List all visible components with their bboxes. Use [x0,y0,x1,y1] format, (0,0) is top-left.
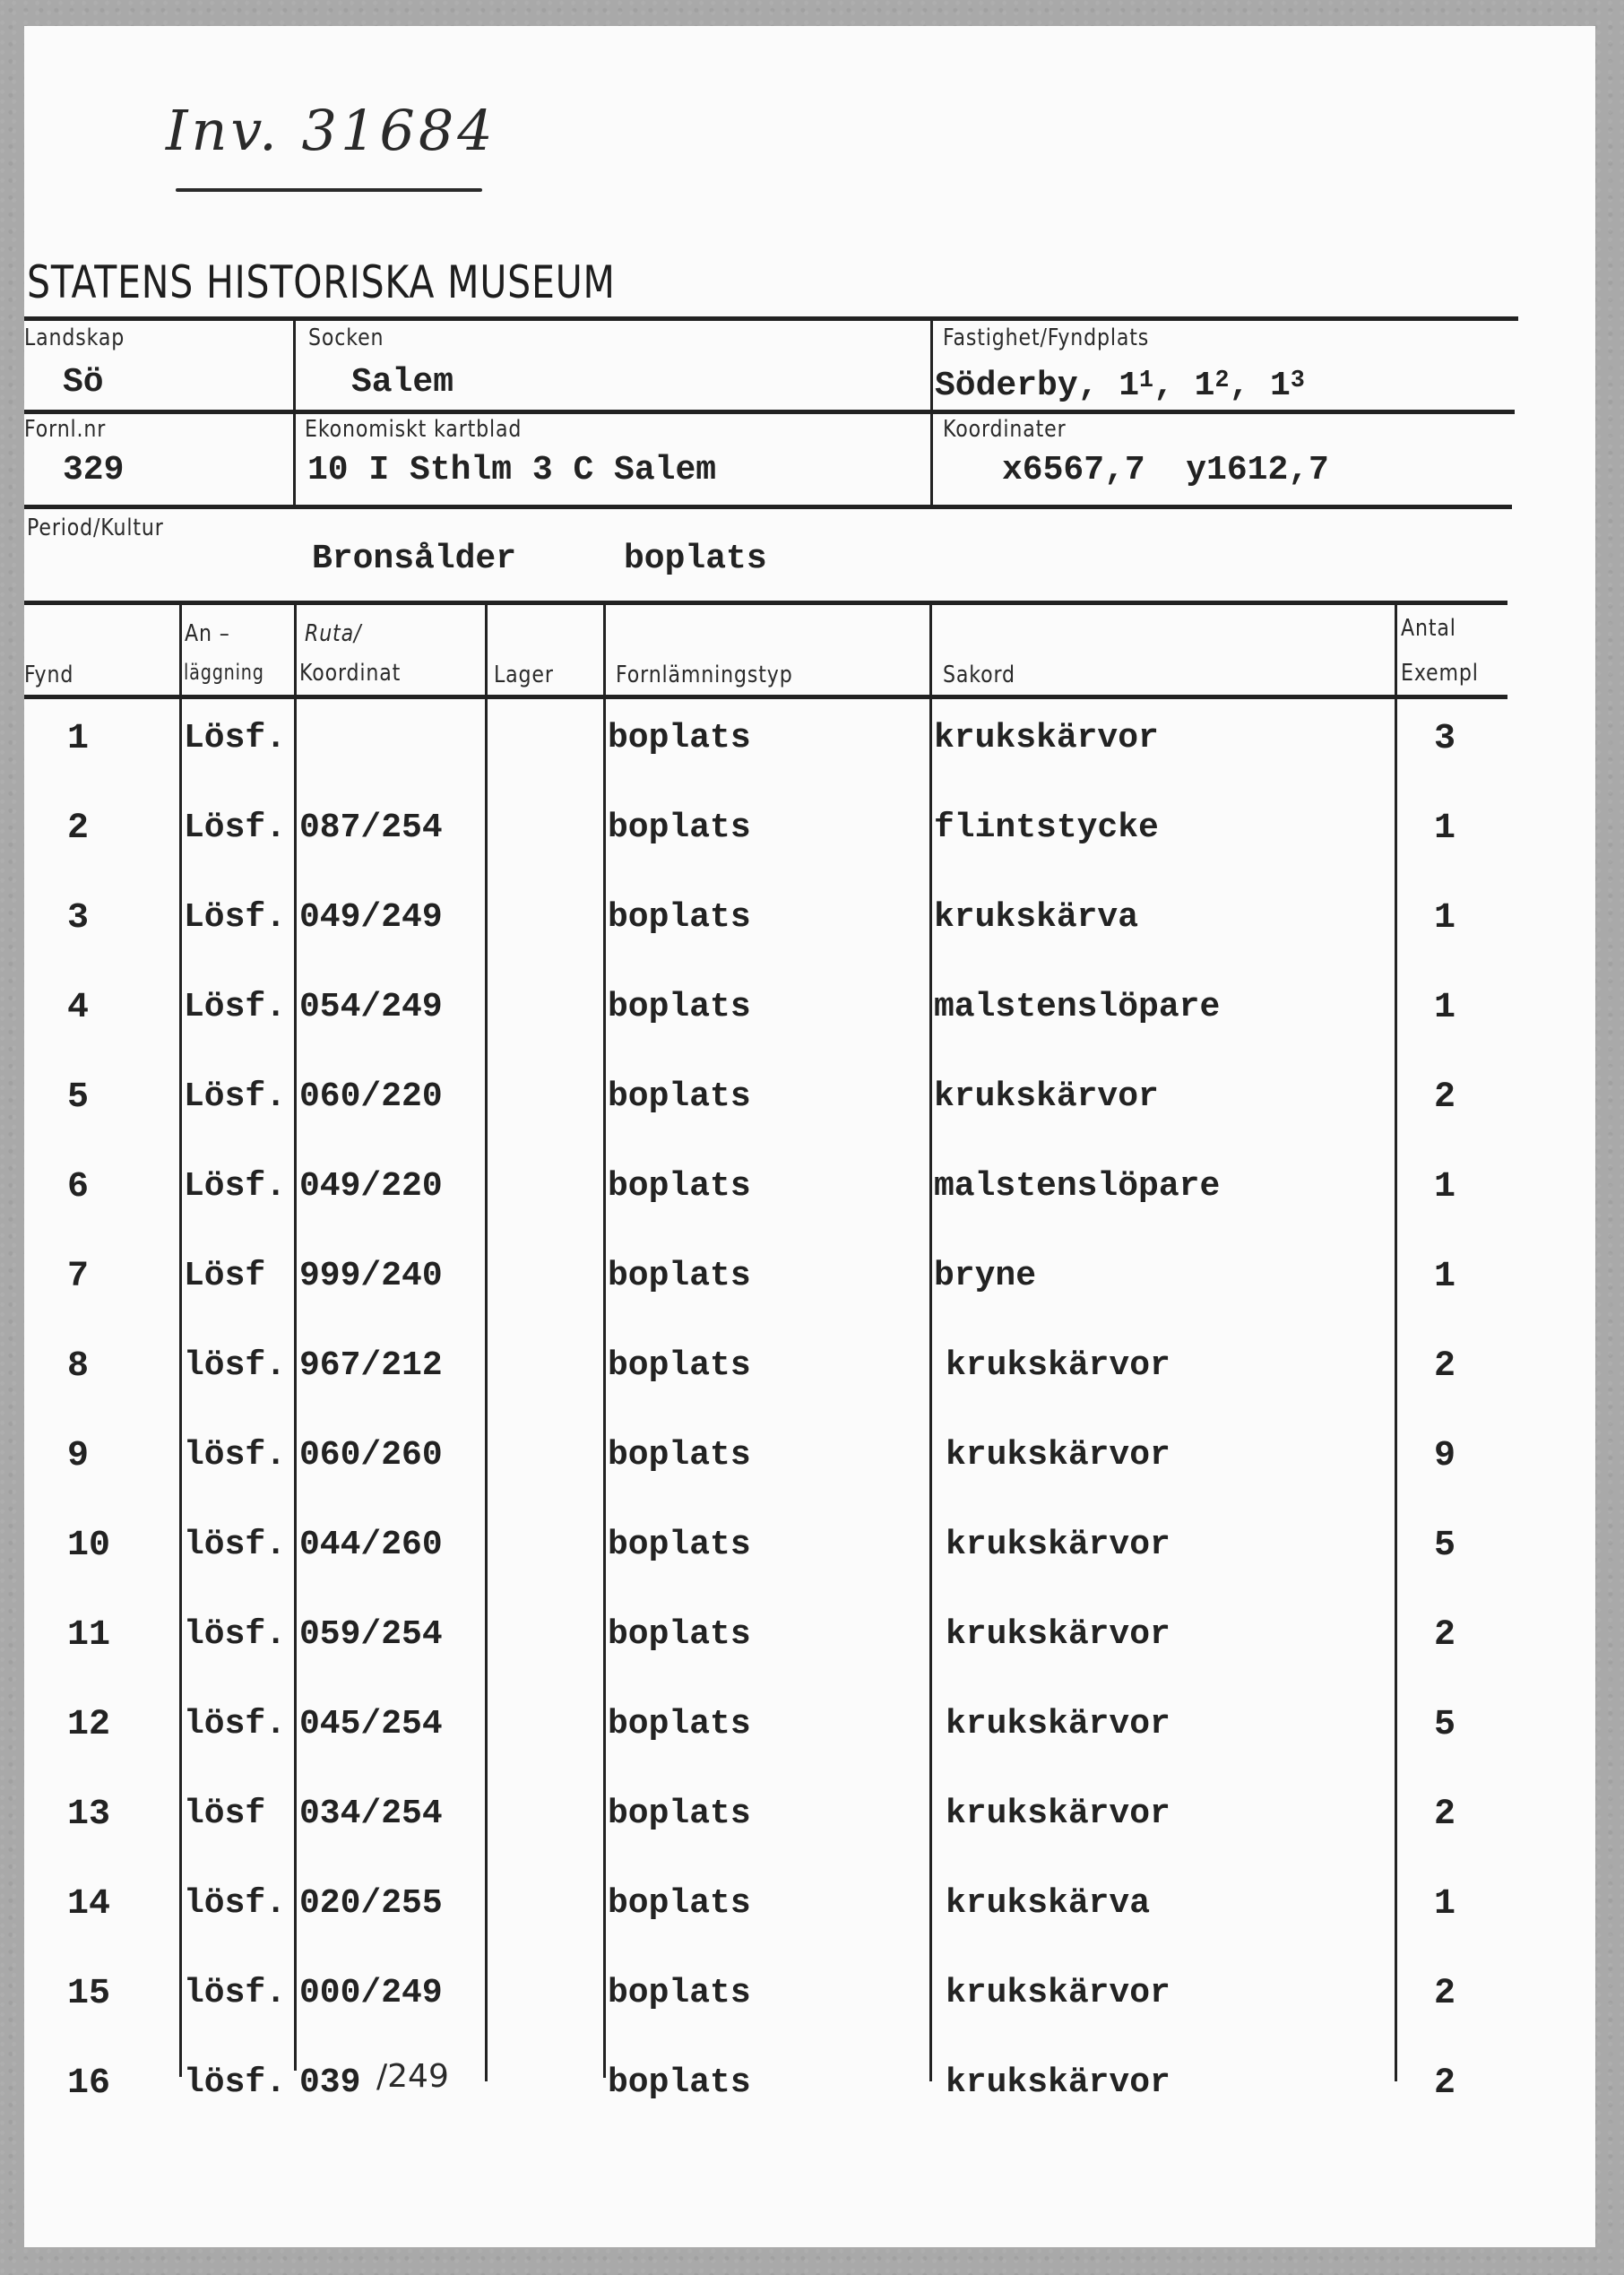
fornl-nr-label: Fornl.nr [24,416,107,443]
cell-ruta: 967/212 [299,1346,443,1385]
cell-fynd: 8 [67,1346,90,1387]
cell-antal: 2 [1434,1974,1456,2014]
cell-anlaggning: lösf [184,1795,266,1833]
col-header-antal-1: Antal [1401,615,1456,642]
col-header-anlaggning-1: An – [185,620,230,647]
cell-sakord: krukskärvor [946,1795,1170,1833]
cell-sakord: krukskärvor [934,719,1159,757]
cell-anlaggning: lösf. [184,2063,287,2102]
cell-ruta: 049/249 [299,898,443,937]
cell-fynd: 4 [67,988,90,1028]
column-divider [294,602,297,2071]
cell-fornlamningstyp: boplats [608,1974,751,2012]
cell-fynd: 9 [67,1436,90,1476]
divider [293,318,296,506]
divider [24,316,1518,321]
cell-anlaggning: lösf. [184,1615,287,1654]
cell-fornlamningstyp: boplats [608,1436,751,1475]
cell-anlaggning: Lösf. [184,1077,287,1116]
inventory-underline [176,188,482,192]
cell-anlaggning: Lösf. [184,988,287,1026]
cell-sakord: krukskärvor [946,1615,1170,1654]
cell-fynd: 2 [67,809,90,849]
fastighet-base: Söderby, 1 [935,367,1140,405]
cell-ruta: 059/254 [299,1615,443,1654]
column-divider [179,602,182,2077]
cell-fornlamningstyp: boplats [608,988,751,1026]
cell-antal: 1 [1434,1884,1456,1925]
cell-fynd: 10 [67,1526,111,1566]
cell-sakord: krukskärvor [946,1526,1170,1564]
cell-ruta: 087/254 [299,809,443,847]
cell-anlaggning: Lösf. [184,898,287,937]
cell-antal: 1 [1434,1167,1456,1207]
cell-anlaggning: Lösf. [184,719,287,757]
cell-fynd: 15 [67,1974,111,2014]
cell-sakord: krukskärvor [934,1077,1159,1116]
cell-sakord: krukskärvor [946,1974,1170,2012]
cell-ruta: 054/249 [299,988,443,1026]
divider [24,505,1512,509]
cell-sakord: krukskärva [946,1884,1151,1923]
cell-antal: 1 [1434,809,1456,849]
cell-anlaggning: Lösf. [184,809,287,847]
kultur-value: boplats [624,540,767,578]
cell-sakord: krukskärvor [946,1705,1170,1743]
cell-antal: 2 [1434,1077,1456,1118]
cell-fornlamningstyp: boplats [608,1346,751,1385]
fornl-nr-value: 329 [63,451,125,489]
cell-fynd: 11 [67,1615,111,1656]
fastighet-sep-2: , 1 [1229,367,1291,405]
cell-anlaggning: Lösf [184,1257,266,1295]
kartblad-label: Ekonomiskt kartblad [305,416,523,443]
landskap-label: Landskap [24,324,125,351]
cell-ruta: 020/255 [299,1884,443,1923]
column-divider [485,602,488,2081]
col-header-ruta-1: Ruta/ [305,620,362,647]
cell-sakord: krukskärvor [946,2063,1170,2102]
cell-ruta: 044/260 [299,1526,443,1564]
cell-antal: 2 [1434,2063,1456,2104]
museum-title: STATENS HISTORISKA MUSEUM [27,256,616,308]
cell-sakord: krukskärva [934,898,1139,937]
socken-label: Socken [308,324,384,351]
fastighet-sup-2: 2 [1214,366,1230,394]
fastighet-sup-3: 3 [1290,366,1305,394]
col-header-antal-2: Exempl [1401,660,1479,687]
cell-fornlamningstyp: boplats [608,898,751,937]
cell-ruta: 034/254 [299,1795,443,1833]
fastighet-label: Fastighet/Fyndplats [943,324,1150,351]
cell-fornlamningstyp: boplats [608,1884,751,1923]
table-top-border [24,601,1507,605]
cell-fynd: 13 [67,1795,111,1835]
cell-anlaggning: Lösf. [184,1167,287,1206]
cell-antal: 2 [1434,1615,1456,1656]
cell-anlaggning: lösf. [184,1346,287,1385]
cell-fynd: 3 [67,898,90,939]
fastighet-value [935,366,1305,405]
cell-fynd: 6 [67,1167,90,1207]
cell-antal: 1 [1434,988,1456,1028]
cell-fynd: 5 [67,1077,90,1118]
kartblad-value: 10 I Sthlm 3 C Salem [307,451,717,489]
cell-fornlamningstyp: boplats [608,1257,751,1295]
col-header-fornlamningstyp: Fornlämningstyp [616,662,793,688]
cell-ruta: 039 [299,2063,361,2102]
divider [930,318,933,506]
cell-fornlamningstyp: boplats [608,1526,751,1564]
cell-fynd: 1 [67,719,90,759]
col-header-fynd: Fynd [24,662,74,688]
cell-sakord: flintstycke [934,809,1159,847]
cell-antal: 9 [1434,1436,1456,1476]
col-header-lager: Lager [494,662,554,688]
cell-fornlamningstyp: boplats [608,2063,751,2102]
cell-ruta: 000/249 [299,1974,443,2012]
cell-antal: 2 [1434,1346,1456,1387]
cell-sakord: krukskärvor [946,1436,1170,1475]
cell-antal: 2 [1434,1795,1456,1835]
period-value: Bronsålder [312,540,517,578]
cell-fynd: 12 [67,1705,111,1745]
cell-ruta: 060/220 [299,1077,443,1116]
socken-value: Salem [351,363,454,402]
cell-sakord: malstenslöpare [934,988,1221,1026]
cell-ruta: 049/220 [299,1167,443,1206]
cell-fynd: 7 [67,1257,90,1297]
inventory-number-handwritten: Inv. 31684 [166,98,497,163]
cell-anlaggning: lösf. [184,1974,287,2012]
col-header-anlaggning-2: läggning [184,660,264,685]
cell-ruta: 999/240 [299,1257,443,1295]
cell-fynd: 14 [67,1884,111,1925]
cell-fynd: 16 [67,2063,111,2104]
divider [24,410,1515,414]
cell-ruta-handwritten-note: /249 [376,2058,449,2095]
cell-anlaggning: lösf. [184,1436,287,1475]
koordinater-value: x6567,7 y1612,7 [1002,451,1329,489]
cell-fornlamningstyp: boplats [608,809,751,847]
cell-antal: 5 [1434,1526,1456,1566]
col-header-sakord: Sakord [943,662,1015,688]
cell-ruta: 045/254 [299,1705,443,1743]
period-label: Period/Kultur [27,515,164,541]
cell-sakord: malstenslöpare [934,1167,1221,1206]
cell-anlaggning: lösf. [184,1884,287,1923]
column-divider [603,602,606,2078]
cell-sakord: bryne [934,1257,1037,1295]
column-divider [1395,602,1397,2081]
cell-antal: 1 [1434,1257,1456,1297]
table-header-border [24,695,1507,699]
koordinater-label: Koordinater [943,416,1067,443]
cell-fornlamningstyp: boplats [608,1705,751,1743]
landskap-value: Sö [63,363,104,402]
cell-anlaggning: lösf. [184,1526,287,1564]
column-divider [929,602,932,2081]
cell-fornlamningstyp: boplats [608,1795,751,1833]
cell-fornlamningstyp: boplats [608,1167,751,1206]
cell-anlaggning: lösf. [184,1705,287,1743]
fastighet-sup-1: 1 [1139,366,1154,394]
cell-ruta: 060/260 [299,1436,443,1475]
cell-antal: 5 [1434,1705,1456,1745]
cell-sakord: krukskärvor [946,1346,1170,1385]
col-header-ruta-2: Koordinat [299,660,402,687]
fastighet-sep-1: , 1 [1153,367,1215,405]
cell-fornlamningstyp: boplats [608,1077,751,1116]
cell-antal: 1 [1434,898,1456,939]
cell-fornlamningstyp: boplats [608,1615,751,1654]
cell-fornlamningstyp: boplats [608,719,751,757]
cell-antal: 3 [1434,719,1456,759]
